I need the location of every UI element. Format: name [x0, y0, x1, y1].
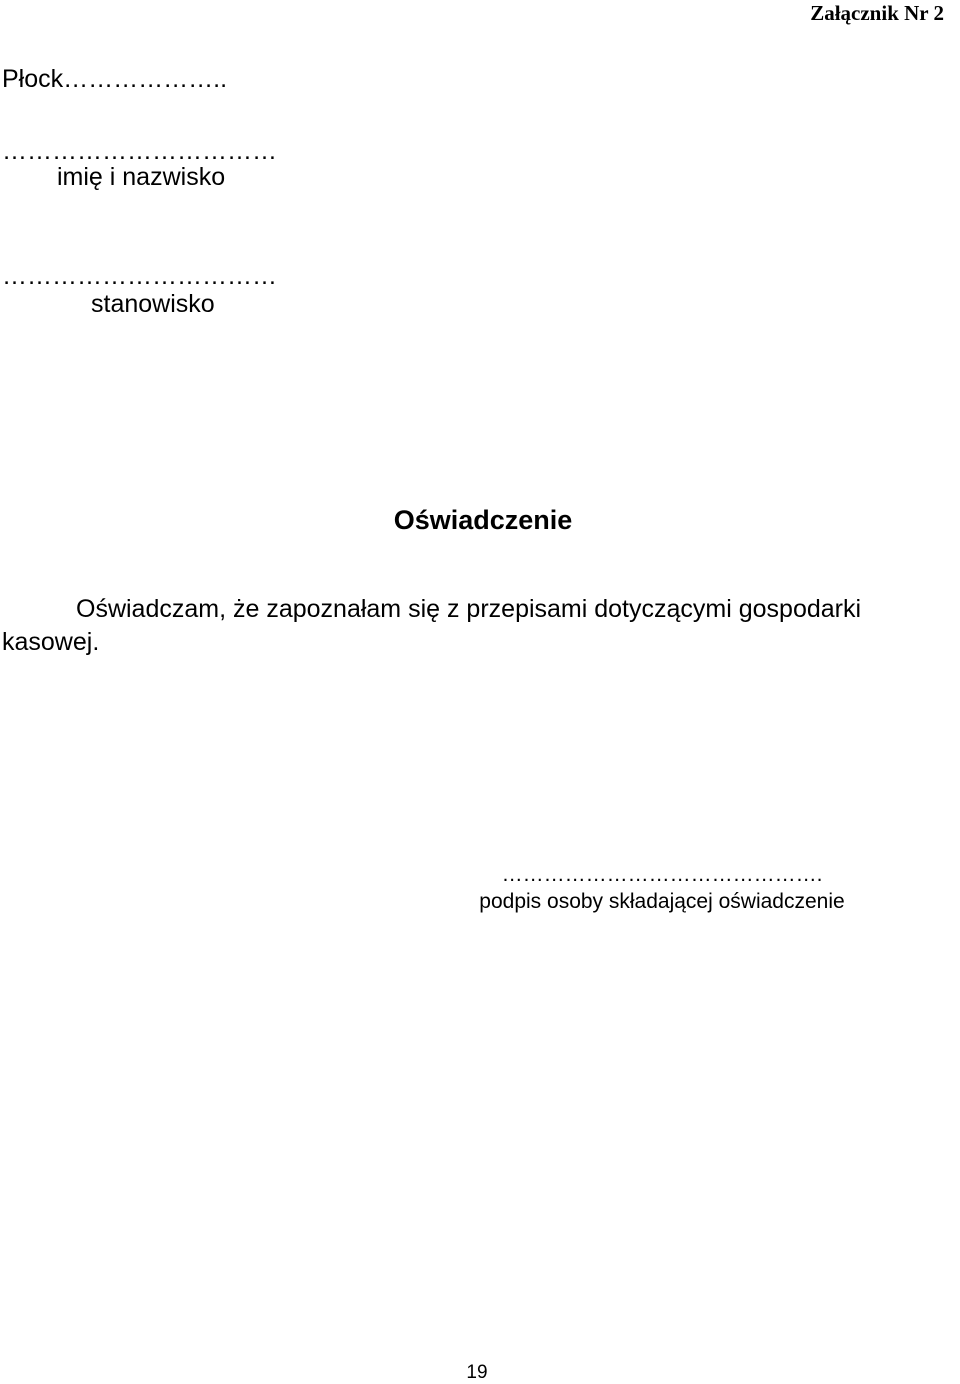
signature-caption: podpis osoby składającej oświadczenie [479, 890, 845, 913]
signature-block [442, 862, 882, 916]
signature-dotted-line: ………………………………………. [501, 863, 823, 886]
name-dotted-line: …………………………… [2, 137, 277, 165]
name-caption: imię i nazwisko [57, 163, 226, 191]
position-caption: stanowisko [91, 290, 215, 318]
statement-text: Oświadczam, że zapoznałam się z przepisami dotyczącymi gospodarki kasowej. [2, 595, 862, 656]
document-title: Oświadczenie [393, 505, 573, 535]
position-dotted-line: …………………………… [2, 262, 277, 290]
city-date-field: Płock……………….. [2, 65, 228, 93]
attachment-label: Załącznik Nr 2 [810, 1, 944, 25]
page-number: 19 [466, 1362, 488, 1383]
